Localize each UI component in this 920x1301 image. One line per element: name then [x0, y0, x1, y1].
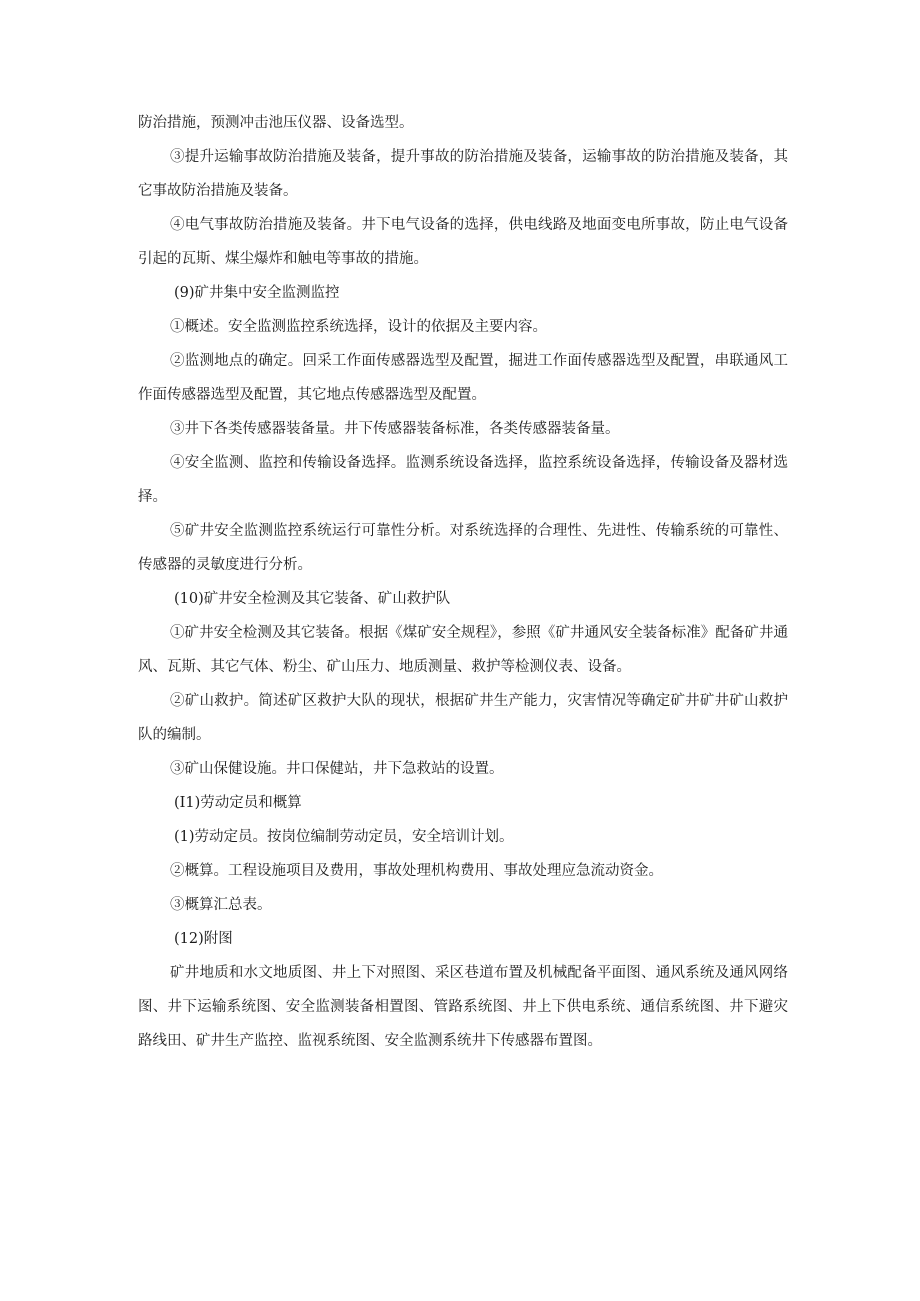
paragraph: ②矿山救护。简述矿区救护大队的现状，根据矿井生产能力，灾害情况等确定矿井矿井矿山救护队的编制。	[138, 693, 788, 743]
paragraph: ①概述。安全监测监控系统选择，设计的依据及主要内容。	[170, 319, 547, 335]
section-heading: (12)附图	[174, 931, 233, 947]
section-heading: (I1)劳动定员和概算	[174, 795, 302, 811]
paragraph: ④电气事故防治措施及装备。井下电气设备的选择，供电线路及地面变电所事故，防止电气设备引起的瓦斯、煤尘爆炸和触电等事故的措施。	[138, 217, 788, 267]
paragraph: ②概算。工程设施项目及费用，事故处理机构费用、事故处理应急流动资金。	[170, 863, 663, 879]
paragraph: ③矿山保健设施。井口保健站，井下急救站的设置。	[170, 761, 504, 777]
paragraph: ③提升运输事故防治措施及装备，提升事故的防治措施及装备，运输事故的防治措施及装备，其它事故防治措施及装备。	[138, 149, 788, 199]
paragraph: ①矿井安全检测及其它装备。根据《煤矿安全规程》，参照《矿井通风安全装备标准》配备矿井通风、瓦斯、其它气体、粉尘、矿山压力、地质测量、救护等检测仪表、设备。	[138, 625, 788, 675]
section-heading: (9)矿井集中安全监测监控	[174, 285, 340, 301]
paragraph: ③井下各类传感器装备量。井下传感器装备标准，各类传感器装备量。	[170, 421, 620, 437]
section-heading: (10)矿井安全检测及其它装备、矿山救护队	[174, 591, 451, 607]
paragraph: ④安全监测、监控和传输设备选择。监测系统设备选择，监控系统设备选择，传输设备及器材选择。	[138, 455, 788, 505]
paragraph: ⑤矿井安全监测监控系统运行可靠性分析。对系统选择的合理性、先进性、传输系统的可靠性、传感器的灵敏度进行分析。	[138, 523, 788, 573]
paragraph: (1)劳动定员。按岗位编制劳动定员，安全培训计划。	[174, 829, 514, 845]
paragraph: ③概算汇总表。	[170, 897, 272, 913]
paragraph: ②监测地点的确定。回采工作面传感器选型及配置，掘进工作面传感器选型及配置，串联通风工作面传感器选型及配置，其它地点传感器选型及配置。	[138, 353, 788, 403]
paragraph: 矿井地质和水文地质图、井上下对照图、采区巷道布置及机械配备平面图、通风系统及通风网络图、井下运输系统图、安全监测装备相置图、管路系统图、井上下供电系统、通信系统图、井下避灾路线田、矿井生产监控、监视系统图、安全监测系统井下传感器布置图。	[138, 965, 788, 1049]
document-body	[138, 106, 788, 1058]
paragraph: 防治措施，预测冲击池压仪器、设备选型。	[138, 115, 414, 131]
